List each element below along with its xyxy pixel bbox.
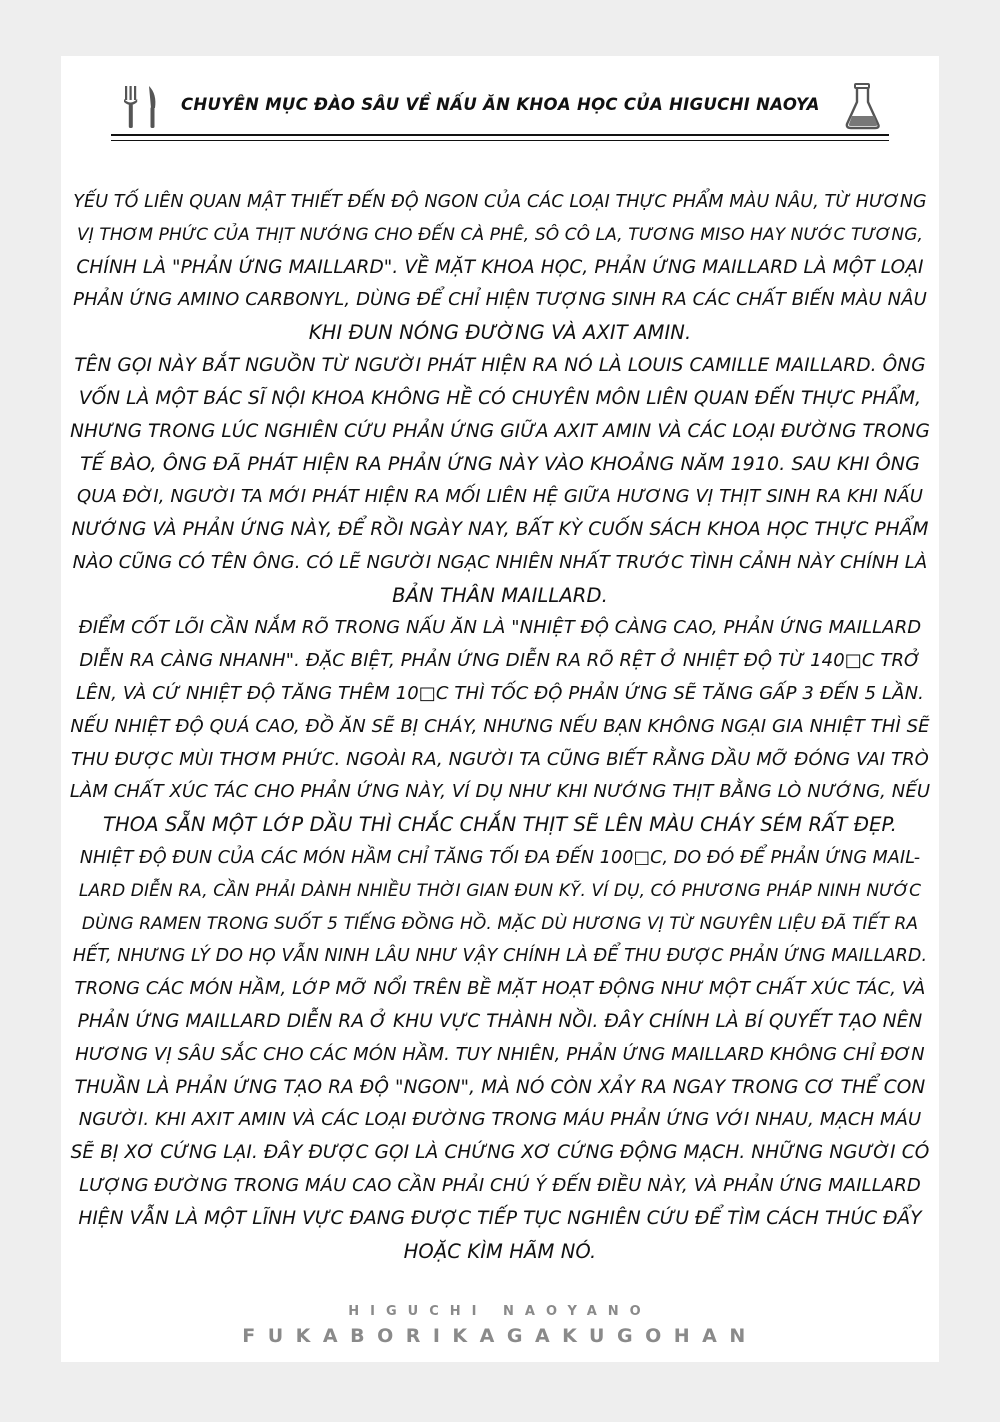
body-line: HƯƠNG VỊ SÂU SẮC CHO CÁC MÓN HẦM. TUY NHIÊN, PHẢN ỨNG MAILLARD KHÔNG CHỈ ĐƠN [75,1043,925,1065]
body-line: LƯỢNG ĐƯỜNG TRONG MÁU CAO CẦN PHẢI CHÚ Ý ĐẾN ĐIỀU NÀY, VÀ PHẢN ỨNG MAILLARD [79,1174,921,1196]
body-line: VỊ THƠM PHỨC CỦA THỊT NƯỚNG CHO ĐẾN CÀ PHÊ, SÔ CÔ LA, TƯƠNG MISO HAY NƯỚC TƯƠNG, [76,224,923,245]
header-rule [111,134,889,136]
body-line: NHIỆT ĐỘ ĐUN CỦA CÁC MÓN HẦM CHỈ TĂNG TỐI ĐA ĐẾN 100□C, DO ĐÓ ĐỂ PHẢN ỨNG MAIL- [79,847,921,868]
body-line: SẼ BỊ XƠ CỨNG LẠI. ĐÂY ĐƯỢC GỌI LÀ CHỨNG XƠ CỨNG ĐỘNG MẠCH. NHỮNG NGƯỜI CÓ [70,1142,930,1164]
body-line: LÀM CHẤT XÚC TÁC CHO PHẢN ỨNG NÀY, VÍ DỤ NHƯ KHI NƯỚNG THỊT BẰNG LÒ NƯỚNG, NẾU [69,781,931,803]
body-line: DÙNG RAMEN TRONG SUỐT 5 TIẾNG ĐỒNG HỒ. MẶC DÙ HƯƠNG VỊ TỪ NGUYÊN LIỆU ĐÃ TIẾT RA [81,913,919,934]
body-line: THOA SẴN MỘT LỚP DẦU THÌ CHẮC CHẮN THỊT SẼ LÊN MÀU CHÁY SÉM RẤT ĐẸP. [103,813,897,837]
footer-series-line1: HIGUCHI NAOYANO [348,1304,652,1319]
body-line: NHƯNG TRONG LÚC NGHIÊN CỨU PHẢN ỨNG GIỮA AXIT AMIN VÀ CÁC LOẠI ĐƯỜNG TRONG [70,420,930,442]
body-line: LARD DIỄN RA, CẦN PHẢI DÀNH NHIỀU THỜI GIAN ĐUN KỸ. VÍ DỤ, CÓ PHƯƠNG PHÁP NINH NƯỚC [78,880,922,901]
body-line: PHẢN ỨNG AMINO CARBONYL, DÙNG ĐỂ CHỈ HIỆN TƯỢNG SINH RA CÁC CHẤT BIẾN MÀU NÂU [73,289,927,311]
body-line: HẾT, NHƯNG LÝ DO HỌ VẪN NINH LÂU NHƯ VẬY CHÍNH LÀ ĐỂ THU ĐƯỢC PHẢN ỨNG MAILLARD. [72,946,928,967]
body-line: THU ĐƯỢC MÙI THƠM PHỨC. NGOÀI RA, NGƯỜI TA CŨNG BIẾT RẰNG DẦU MỠ ĐÓNG VAI TRÒ [71,748,929,770]
column-header [111,82,889,132]
body-line: TRONG CÁC MÓN HẦM, LỚP MỠ NỔI TRÊN BỀ MẶT HOẠT ĐỘNG NHƯ MỘT CHẤT XÚC TÁC, VÀ [74,978,926,1000]
body-line: TẾ BÀO, ÔNG ĐÃ PHÁT HIỆN RA PHẢN ỨNG NÀY VÀO KHOẢNG NĂM 1910. SAU KHI ÔNG [80,453,920,476]
body-line: NÀO CŨNG CÓ TÊN ÔNG. CÓ LẼ NGƯỜI NGẠC NHIÊN NHẤT TRƯỚC TÌNH CẢNH NÀY CHÍNH LÀ [72,551,928,573]
footer-series-line2: FUKABORIKAGAKUGOHAN [242,1325,758,1347]
page-sheet [61,56,939,1362]
fork-knife-icon [119,84,163,130]
flask-icon [843,82,883,132]
body-line: NGƯỜI. KHI AXIT AMIN VÀ CÁC LOẠI ĐƯỜNG TRONG MÁU PHẢN ỨNG VỚI NHAU, MẠCH MÁU [78,1109,922,1131]
header-rule-thin [111,140,889,141]
body-line: NƯỚNG VÀ PHẢN ỨNG NÀY, ĐỂ RỒI NGÀY NAY, BẤT KỲ CUỐN SÁCH KHOA HỌC THỰC PHẨM [71,518,929,540]
body-line: THUẦN LÀ PHẢN ỨNG TẠO RA ĐỘ "NGON", MÀ NÓ CÒN XẢY RA NGAY TRONG CƠ THỂ CON [74,1076,926,1098]
body-line: NẾU NHIỆT ĐỘ QUÁ CAO, ĐỒ ĂN SẼ BỊ CHÁY, NHƯNG NẾU BẠN KHÔNG NGẠI GIA NHIỆT THÌ SẼ [70,715,930,737]
body-line: DIỄN RA CÀNG NHANH". ĐẶC BIỆT, PHẢN ỨNG DIỄN RA RÕ RỆT Ở NHIỆT ĐỘ TỪ 140□C TRỞ [79,650,921,672]
body-line: TÊN GỌI NÀY BẮT NGUỒN TỪ NGƯỜI PHÁT HIỆN RA NÓ LÀ LOUIS CAMILLE MAILLARD. ÔNG [74,354,926,376]
body-line: BẢN THÂN MAILLARD. [392,583,608,607]
body-line: PHẢN ỨNG MAILLARD DIỄN RA Ở KHU VỰC THÀNH NỒI. ĐÂY CHÍNH LÀ BÍ QUYẾT TẠO NÊN [77,1010,923,1032]
body-line: HIỆN VẪN LÀ MỘT LĨNH VỰC ĐANG ĐƯỢC TIẾP TỤC NGHIÊN CỨU ĐỂ TÌM CÁCH THÚC ĐẨY [78,1207,922,1229]
body-line: LÊN, VÀ CỨ NHIỆT ĐỘ TĂNG THÊM 10□C THÌ TỐC ĐỘ PHẢN ỨNG SẼ TĂNG GẤP 3 ĐẾN 5 LẦN. [76,682,924,704]
body-line: ĐIỂM CỐT LÕI CẦN NẮM RÕ TRONG NẤU ĂN LÀ "NHIỆT ĐỘ CÀNG CAO, PHẢN ỨNG MAILLARD [78,617,922,639]
body-line: CHÍNH LÀ "PHẢN ỨNG MAILLARD". VỀ MẶT KHOA HỌC, PHẢN ỨNG MAILLARD LÀ MỘT LOẠI [76,256,924,278]
body-line: VỐN LÀ MỘT BÁC SĨ NỘI KHOA KHÔNG HỀ CÓ CHUYÊN MÔN LIÊN QUAN ĐẾN THỰC PHẨM, [78,387,922,409]
body-line: KHI ĐUN NÓNG ĐƯỜNG VÀ AXIT AMIN. [308,321,692,345]
article-body [61,186,939,1268]
body-line: QUA ĐỜI, NGƯỜI TA MỚI PHÁT HIỆN RA MỐI LIÊN HỆ GIỮA HƯƠNG VỊ THỊT SINH RA KHI NẤU [76,486,924,508]
column-title: CHUYÊN MỤC ĐÀO SÂU VỀ NẤU ĂN KHOA HỌC CỦA HIGUCHI NAOYA [181,95,820,114]
body-line: HOẶC KÌM HÃM NÓ. [403,1239,597,1263]
body-line: YẾU TỐ LIÊN QUAN MẬT THIẾT ĐẾN ĐỘ NGON CỦA CÁC LOẠI THỰC PHẨM MÀU NÂU, TỪ HƯƠNG [73,192,927,212]
